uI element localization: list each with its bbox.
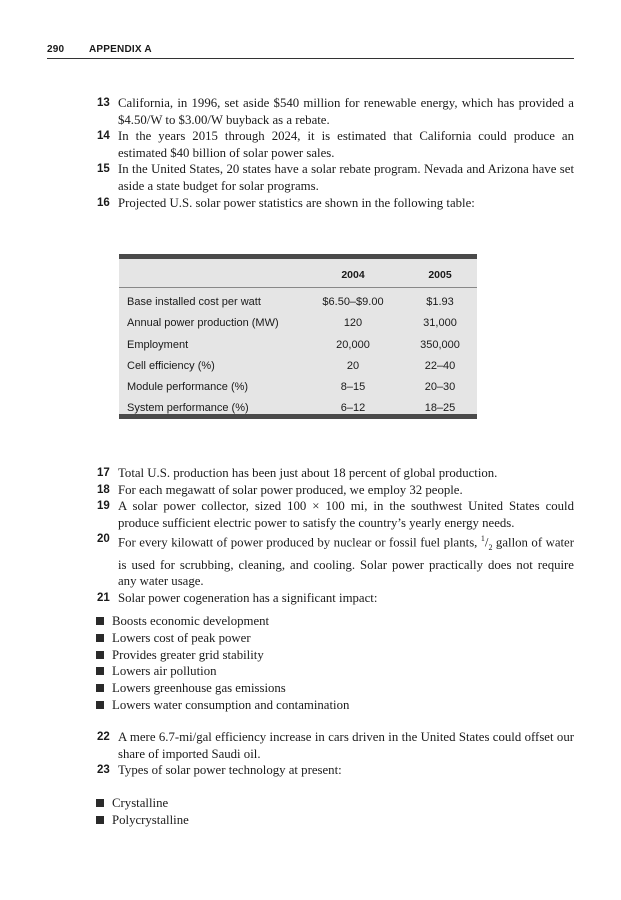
bullet-text: Lowers greenhouse gas emissions [112, 681, 286, 696]
item-text: Types of solar power technology at present: [118, 763, 342, 778]
item-text: For each megawatt of solar power produced, we employ 32 people. [118, 482, 463, 497]
solar-statistics-table [119, 254, 477, 419]
bullet-item [96, 663, 349, 680]
cell-2005: 20–30 [424, 381, 456, 393]
list-item [97, 161, 574, 194]
item-text: Projected U.S. solar power statistics are shown in the following table: [118, 195, 475, 210]
list-item [97, 482, 574, 499]
item-number: 18 [97, 483, 110, 496]
cell-2004: 20 [346, 360, 360, 372]
row-label: Annual power production (MW) [127, 317, 279, 329]
column-header-2004: 2004 [341, 269, 365, 281]
bullet-list-technologies [96, 795, 189, 829]
item-text-before: For every kilowatt of power produced by nuclear or fossil fuel plants, [118, 535, 481, 550]
column-header-2005: 2005 [428, 269, 452, 281]
bullet-item [96, 795, 189, 812]
list-item [97, 95, 574, 128]
item-text-after: gallon of water is used for scrubbing, cleaning, and cooling. Solar power practically does not require any water usage. [118, 535, 574, 589]
numbered-list-middle [97, 465, 574, 607]
bullet-item [96, 613, 349, 630]
item-text: In the United States, 20 states have a solar rebate program. Nevada and Arizona have set aside a state budget for solar programs. [118, 162, 574, 193]
list-item [97, 729, 574, 762]
list-item [97, 195, 574, 212]
table-row [119, 317, 477, 337]
item-number: 15 [97, 163, 110, 176]
cell-2005: $1.93 [426, 296, 454, 308]
list-item [97, 590, 574, 607]
square-bullet-icon [96, 617, 104, 625]
item-number: 16 [97, 196, 110, 209]
cell-2004: 20,000 [336, 339, 370, 351]
item-text: For every kilowatt of power produced by nuclear or fossil fuel plants, $^1/_2$ gallon of water is used for scrubbing, cleaning, and cooling. Solar power practically does not require any water usage. [118, 534, 574, 589]
row-label: Employment [127, 339, 189, 351]
numbered-list-top [97, 95, 574, 211]
square-bullet-icon [96, 684, 104, 692]
cell-2004: 8–15 [340, 381, 366, 393]
row-label: Base installed cost per watt [127, 296, 261, 308]
row-label: Module performance (%) [127, 381, 249, 393]
bullet-text: Boosts economic development [112, 614, 270, 628]
table-row [119, 381, 477, 401]
fraction-numerator: 1 [480, 534, 485, 544]
bullet-item [96, 812, 189, 829]
running-header [47, 40, 574, 59]
bullet-item [96, 697, 349, 714]
bullet-item [96, 630, 349, 647]
cell-2005: 22–40 [424, 360, 456, 372]
square-bullet-icon [96, 667, 104, 675]
bullet-text: Lowers water consumption and contamination [112, 697, 350, 712]
bullet-text: Lowers cost of peak power [112, 630, 251, 645]
item-text: Total U.S. production has been just about 18 percent of global production. [118, 466, 498, 480]
table-header-row [119, 259, 477, 288]
cell-2004: 120 [343, 317, 363, 329]
bullet-text: Lowers air pollution [112, 664, 217, 679]
bullet-text: Provides greater grid stability [112, 647, 264, 662]
bullet-item [96, 680, 349, 697]
row-label: System performance (%) [127, 402, 249, 414]
item-number: 20 [97, 533, 110, 546]
item-text: Solar power cogeneration has a significant impact: [118, 590, 378, 605]
square-bullet-icon [96, 634, 104, 642]
square-bullet-icon [96, 799, 104, 807]
square-bullet-icon [96, 701, 104, 709]
row-label: Cell efficiency (%) [127, 360, 215, 372]
square-bullet-icon [96, 816, 104, 824]
cell-2005: 31,000 [423, 317, 457, 329]
bullet-item [96, 647, 349, 664]
item-number: 19 [97, 500, 110, 513]
list-item [97, 465, 574, 482]
item-number: 13 [97, 97, 110, 109]
item-text: A solar power collector, sized 100 × 100 mi, in the southwest United States could produce sufficient electric power to satisfy the country’s yearly energy needs. [118, 499, 574, 530]
list-item [97, 128, 574, 161]
item-text: A mere 6.7-mi/gal efficiency increase in cars driven in the United States could offset our share of imported Saudi oil. [118, 730, 574, 761]
cell-2005: 18–25 [424, 402, 456, 414]
numbered-list-bottom [97, 729, 574, 779]
list-item [97, 531, 574, 590]
bullet-text: Polycrystalline [112, 812, 189, 827]
item-number: 17 [97, 467, 110, 479]
item-number: 14 [97, 130, 110, 143]
item-number: 22 [97, 731, 110, 743]
cell-2004: $6.50–$9.00 [322, 296, 384, 308]
list-item [97, 762, 574, 779]
header-title: APPENDIX A [89, 44, 152, 55]
table-row [119, 360, 477, 380]
table-row [119, 402, 477, 422]
item-text: California, in 1996, set aside $540 million for renewable energy, which has provided a $4.50/W to $3.00/W buyback as a rebate. [118, 96, 574, 127]
page-number: 290 [47, 44, 65, 55]
square-bullet-icon [96, 651, 104, 659]
table-row [119, 296, 477, 316]
fraction-denominator: 2 [488, 543, 493, 553]
bullet-text: Crystalline [112, 796, 169, 810]
item-number: 23 [97, 764, 110, 777]
item-number: 21 [97, 591, 110, 604]
cell-2005: 350,000 [420, 339, 460, 351]
item-text: In the years 2015 through 2024, it is estimated that California could produce an estimated $40 billion of solar power sales. [118, 129, 574, 160]
list-item [97, 498, 574, 531]
table-row [119, 339, 477, 359]
cell-2004: 6–12 [340, 402, 366, 414]
bullet-list-impacts [96, 613, 349, 714]
